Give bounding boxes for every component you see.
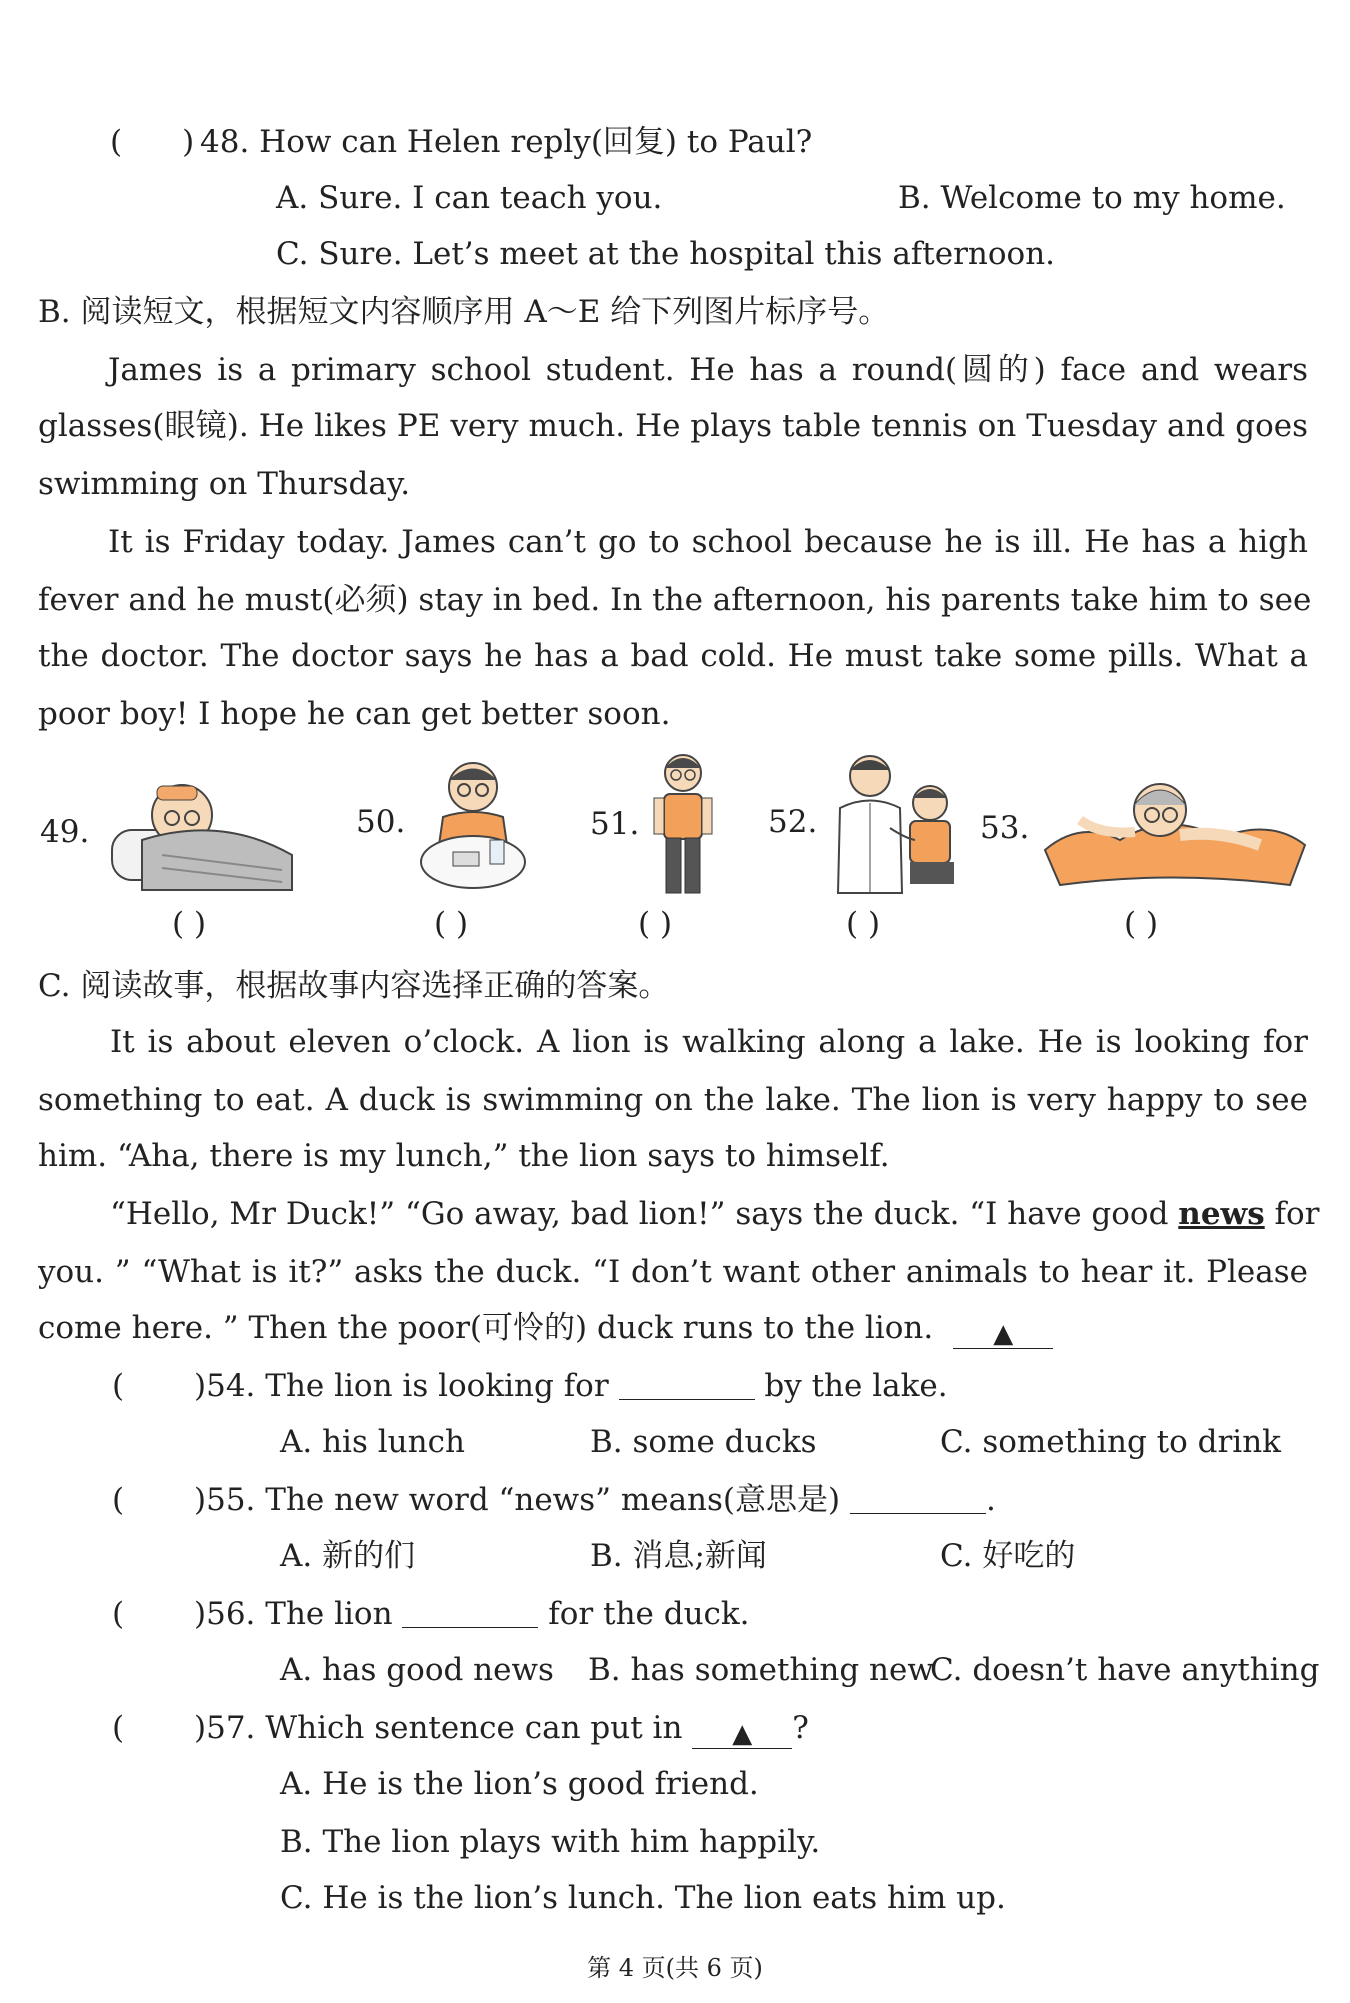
option-c[interactable]: C. He is the lion’s lunch. The lion eats him up. bbox=[280, 1880, 1006, 1916]
question-54: ( )54. The lion is looking for by the lake. bbox=[112, 1368, 948, 1404]
question-56: ( )56. The lion for the duck. bbox=[112, 1596, 750, 1632]
passage-line: James is a primary school student. He has a round(圆的) face and wears bbox=[108, 352, 1308, 388]
story-line: him. “Aha, there is my lunch,” the lion says to himself. bbox=[38, 1138, 890, 1174]
answer-paren[interactable]: ( bbox=[112, 1482, 125, 1518]
triangle-blank[interactable]: ▲ bbox=[953, 1318, 1053, 1349]
answer-paren[interactable]: ( bbox=[112, 1710, 125, 1746]
boy-taking-pills-icon bbox=[418, 752, 528, 902]
story-line: It is about eleven o’clock. A lion is walking along a lake. He is looking for bbox=[110, 1024, 1308, 1060]
question-57: ( )57. Which sentence can put in ▲ ? bbox=[112, 1710, 809, 1749]
picture-number: 51. bbox=[590, 806, 640, 842]
option-c[interactable]: C. doesn’t have anything bbox=[930, 1652, 1320, 1688]
highlighted-word: news bbox=[1178, 1196, 1265, 1232]
option-b[interactable]: B. some ducks bbox=[590, 1424, 817, 1460]
answer-blank[interactable] bbox=[402, 1597, 538, 1628]
option-b[interactable]: B. Welcome to my home. bbox=[898, 180, 1286, 216]
option-b[interactable]: B. The lion plays with him happily. bbox=[280, 1824, 821, 1860]
answer-blank[interactable] bbox=[619, 1369, 755, 1400]
picture-answer-paren[interactable]: ( ) bbox=[434, 906, 469, 942]
boy-swimming-icon bbox=[1040, 760, 1310, 890]
question-stem: How can Helen reply(回复) to Paul? bbox=[259, 124, 813, 160]
picture-number: 53. bbox=[980, 810, 1030, 846]
passage-line: swimming on Thursday. bbox=[38, 466, 411, 502]
passage-line: glasses(眼镜). He likes PE very much. He plays table tennis on Tuesday and goes bbox=[38, 408, 1308, 444]
answer-paren[interactable]: ( ) bbox=[110, 124, 195, 160]
option-a[interactable]: A. has good news bbox=[280, 1652, 554, 1688]
section-b-heading: B. 阅读短文，根据短文内容顺序用 A～E 给下列图片标序号。 bbox=[38, 294, 890, 330]
answer-paren[interactable]: ( bbox=[112, 1368, 125, 1404]
question-55: ( )55. The new word “news” means(意思是) . bbox=[112, 1482, 996, 1518]
story-line: come here. ” Then the poor(可怜的) duck runs to the lion. ▲ bbox=[38, 1308, 1053, 1349]
story-line: you. ” “What is it?” asks the duck. “I don’t want other animals to hear it. Please bbox=[38, 1254, 1308, 1290]
picture-number: 50. bbox=[356, 804, 406, 840]
option-a[interactable]: A. He is the lion’s good friend. bbox=[280, 1766, 759, 1802]
passage-line: the doctor. The doctor says he has a bad cold. He must take some pills. What a bbox=[38, 638, 1308, 674]
picture-number: 49. bbox=[40, 814, 90, 850]
option-c[interactable]: C. 好吃的 bbox=[940, 1538, 1076, 1574]
picture-answer-paren[interactable]: ( ) bbox=[172, 906, 207, 942]
option-a[interactable]: A. 新的们 bbox=[280, 1538, 416, 1574]
option-b[interactable]: B. 消息;新闻 bbox=[590, 1538, 767, 1574]
answer-blank[interactable] bbox=[850, 1483, 986, 1514]
passage-line: fever and he must(必须) stay in bed. In the afternoon, his parents take him to see bbox=[38, 582, 1312, 618]
picture-answer-paren[interactable]: ( ) bbox=[846, 906, 881, 942]
boy-standing-icon bbox=[648, 748, 718, 898]
option-c[interactable]: C. Sure. Let’s meet at the hospital this afternoon. bbox=[276, 236, 1056, 272]
page-footer: 第 4 页(共 6 页) bbox=[587, 1954, 763, 1982]
option-a[interactable]: A. his lunch bbox=[280, 1424, 465, 1460]
passage-line: poor boy! I hope he can get better soon. bbox=[38, 696, 671, 732]
picture-number: 52. bbox=[768, 804, 818, 840]
section-c-heading: C. 阅读故事，根据故事内容选择正确的答案。 bbox=[38, 968, 670, 1004]
option-a[interactable]: A. Sure. I can teach you. bbox=[276, 180, 663, 216]
picture-answer-paren[interactable]: ( ) bbox=[638, 906, 673, 942]
doctor-examining-boy-icon bbox=[830, 748, 960, 898]
triangle-blank[interactable]: ▲ bbox=[692, 1718, 792, 1749]
option-b[interactable]: B. has something new bbox=[588, 1652, 934, 1688]
story-line: something to eat. A duck is swimming on the lake. The lion is very happy to see bbox=[38, 1082, 1308, 1118]
answer-paren[interactable]: ( bbox=[112, 1596, 125, 1632]
passage-line: It is Friday today. James can’t go to school because he is ill. He has a high bbox=[108, 524, 1308, 560]
boy-in-bed-icon bbox=[102, 760, 302, 900]
question-number: 48. bbox=[200, 124, 250, 160]
picture-answer-paren[interactable]: ( ) bbox=[1124, 906, 1159, 942]
story-line: “Hello, Mr Duck!” “Go away, bad lion!” says the duck. “I have good news for bbox=[110, 1196, 1320, 1232]
option-c[interactable]: C. something to drink bbox=[940, 1424, 1281, 1460]
question-48 bbox=[110, 122, 812, 162]
